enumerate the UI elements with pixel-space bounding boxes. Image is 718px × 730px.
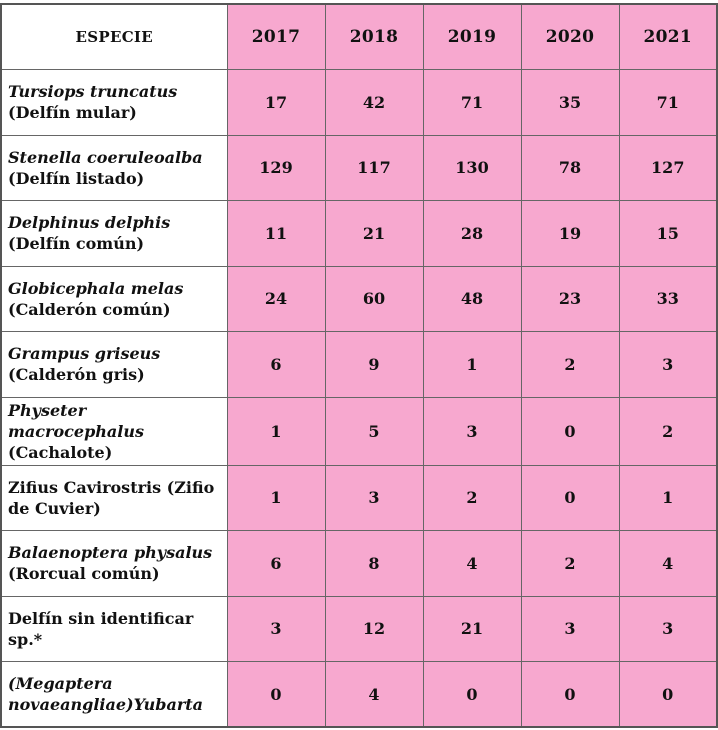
species-cell bbox=[1, 70, 227, 136]
table-row bbox=[1, 266, 717, 332]
value-cell: 71 bbox=[619, 70, 717, 136]
value-cell: 19 bbox=[521, 201, 619, 267]
value-cell: 4 bbox=[619, 531, 717, 597]
header-row bbox=[1, 4, 717, 70]
value-cell: 35 bbox=[521, 70, 619, 136]
species-name-line-1: (Megaptera bbox=[8, 674, 113, 693]
table-row bbox=[1, 531, 717, 597]
year-header-2020: 2020 bbox=[521, 4, 619, 70]
species-cell bbox=[1, 596, 227, 662]
table-row bbox=[1, 135, 717, 201]
value-cell: 78 bbox=[521, 135, 619, 201]
value-cell: 3 bbox=[423, 397, 521, 465]
value-cell: 4 bbox=[325, 662, 423, 728]
species-cell bbox=[1, 201, 227, 267]
species-cell bbox=[1, 332, 227, 398]
year-header-2018: 2018 bbox=[325, 4, 423, 70]
table-row bbox=[1, 332, 717, 398]
species-name-line-2: sp.* bbox=[8, 629, 43, 649]
table-row bbox=[1, 465, 717, 531]
species-scientific-name: Balaenoptera physalus bbox=[8, 543, 213, 563]
table-row bbox=[1, 201, 717, 267]
value-cell: 0 bbox=[521, 465, 619, 531]
value-cell: 130 bbox=[423, 135, 521, 201]
species-cell bbox=[1, 662, 227, 728]
value-cell: 28 bbox=[423, 201, 521, 267]
value-cell: 17 bbox=[227, 70, 325, 136]
species-cell bbox=[1, 135, 227, 201]
species-common-name: (Delfín común) bbox=[8, 234, 145, 254]
value-cell: 1 bbox=[227, 465, 325, 531]
value-cell: 21 bbox=[423, 596, 521, 662]
year-header-2017: 2017 bbox=[227, 4, 325, 70]
value-cell: 24 bbox=[227, 266, 325, 332]
species-name-line-1: Zifius Cavirostris (Zifio bbox=[8, 477, 215, 497]
table-row bbox=[1, 397, 717, 465]
value-cell: 127 bbox=[619, 135, 717, 201]
value-cell: 1 bbox=[227, 397, 325, 465]
value-cell: 60 bbox=[325, 266, 423, 332]
year-header-2019: 2019 bbox=[423, 4, 521, 70]
species-scientific-name: Delphinus delphis bbox=[8, 213, 171, 233]
species-name-line-2: de Cuvier) bbox=[8, 498, 101, 518]
value-cell: 0 bbox=[619, 662, 717, 728]
species-common-name: (Delfín mular) bbox=[8, 103, 137, 123]
value-cell: 3 bbox=[521, 596, 619, 662]
value-cell: 2 bbox=[423, 465, 521, 531]
value-cell: 0 bbox=[521, 397, 619, 465]
species-cell bbox=[1, 397, 227, 465]
species-scientific-name: Grampus griseus bbox=[8, 344, 161, 364]
value-cell: 8 bbox=[325, 531, 423, 597]
value-cell: 12 bbox=[325, 596, 423, 662]
value-cell: 11 bbox=[227, 201, 325, 267]
value-cell: 0 bbox=[227, 662, 325, 728]
species-scientific-name: Stenella coeruleoalba bbox=[8, 147, 203, 167]
cetacean-strandings-table bbox=[0, 3, 718, 728]
value-cell: 15 bbox=[619, 201, 717, 267]
table-row bbox=[1, 662, 717, 728]
value-cell: 6 bbox=[227, 332, 325, 398]
species-common-name: (Calderón común) bbox=[8, 299, 171, 319]
value-cell: 2 bbox=[521, 531, 619, 597]
value-cell: 0 bbox=[423, 662, 521, 728]
species-name-line-2: novaeangliae)Yubarta bbox=[8, 695, 204, 714]
value-cell: 23 bbox=[521, 266, 619, 332]
species-cell bbox=[1, 465, 227, 531]
value-cell: 48 bbox=[423, 266, 521, 332]
value-cell: 42 bbox=[325, 70, 423, 136]
year-header-2021: 2021 bbox=[619, 4, 717, 70]
species-scientific-name: Tursiops truncatus bbox=[8, 82, 178, 102]
value-cell: 9 bbox=[325, 332, 423, 398]
value-cell: 1 bbox=[619, 465, 717, 531]
species-common-name: (Rorcual común) bbox=[8, 564, 160, 584]
value-cell: 5 bbox=[325, 397, 423, 465]
species-common-name: (Calderón gris) bbox=[8, 365, 145, 385]
value-cell: 4 bbox=[423, 531, 521, 597]
value-cell: 33 bbox=[619, 266, 717, 332]
species-column-header: ESPECIE bbox=[1, 4, 227, 70]
value-cell: 6 bbox=[227, 531, 325, 597]
species-scientific-name: Globicephala melas bbox=[8, 278, 184, 298]
species-scientific-name: Physeter macrocephalus bbox=[8, 400, 144, 441]
value-cell: 2 bbox=[521, 332, 619, 398]
species-cell bbox=[1, 266, 227, 332]
value-cell: 129 bbox=[227, 135, 325, 201]
species-name-line-1: Delfín sin identificar bbox=[8, 608, 194, 628]
value-cell: 2 bbox=[619, 397, 717, 465]
species-common-name: (Cachalote) bbox=[8, 442, 113, 462]
value-cell: 3 bbox=[619, 596, 717, 662]
value-cell: 1 bbox=[423, 332, 521, 398]
value-cell: 21 bbox=[325, 201, 423, 267]
species-cell bbox=[1, 531, 227, 597]
table-row bbox=[1, 70, 717, 136]
value-cell: 117 bbox=[325, 135, 423, 201]
value-cell: 3 bbox=[619, 332, 717, 398]
species-common-name: (Delfín listado) bbox=[8, 168, 145, 188]
value-cell: 0 bbox=[521, 662, 619, 728]
value-cell: 3 bbox=[227, 596, 325, 662]
value-cell: 3 bbox=[325, 465, 423, 531]
value-cell: 71 bbox=[423, 70, 521, 136]
table-row bbox=[1, 596, 717, 662]
